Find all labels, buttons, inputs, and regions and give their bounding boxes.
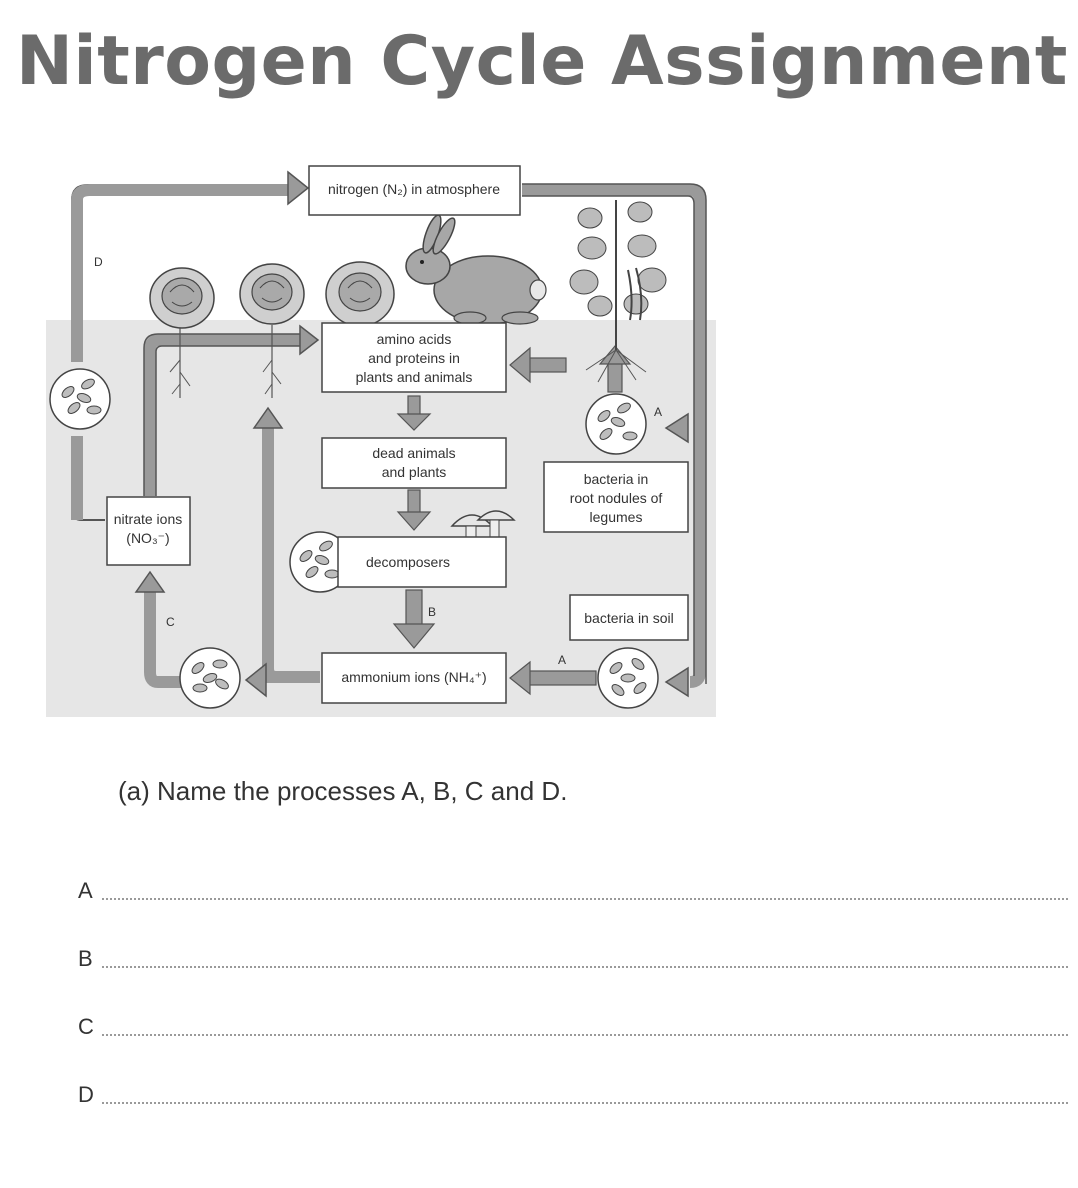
nitrate-label-line-1: nitrate ions bbox=[113, 511, 183, 527]
answer-row-b[interactable] bbox=[78, 944, 1068, 974]
process-letter-d: D bbox=[94, 255, 103, 269]
nodules-label-line-1: bacteria in bbox=[583, 471, 649, 487]
answer-line[interactable] bbox=[102, 966, 1068, 968]
amino-label-line-3: plants and animals bbox=[355, 369, 473, 385]
bacteria-circle-nodules-icon bbox=[586, 394, 646, 454]
answer-row-a[interactable] bbox=[78, 876, 1068, 906]
question-text: (a) Name the processes A, B, C and D. bbox=[118, 776, 568, 806]
answer-line[interactable] bbox=[102, 1034, 1068, 1036]
atmosphere-label: nitrogen (N₂) in atmosphere bbox=[328, 181, 500, 197]
rabbit-icon bbox=[406, 213, 546, 324]
process-letter-b: B bbox=[428, 605, 437, 619]
process-letter-a-lower: A bbox=[558, 653, 567, 667]
answer-row-c[interactable] bbox=[78, 1012, 1068, 1042]
ammonium-label: ammonium ions (NH₄⁺) bbox=[341, 669, 487, 685]
amino-label-line-1: amino acids bbox=[376, 331, 452, 347]
soil-bacteria-label: bacteria in soil bbox=[584, 610, 674, 626]
answer-line[interactable] bbox=[102, 1102, 1068, 1104]
bacteria-circle-left-icon bbox=[50, 369, 110, 429]
amino-label-line-2: and proteins in bbox=[368, 350, 460, 366]
cabbage-plant-3-icon bbox=[326, 262, 394, 326]
answer-line[interactable] bbox=[102, 898, 1068, 900]
process-letter-c: C bbox=[166, 615, 175, 629]
dead-label-line-2: and plants bbox=[381, 464, 447, 480]
nodules-label-line-2: root nodules of bbox=[569, 490, 663, 506]
answer-letter: D bbox=[78, 1082, 94, 1107]
answer-row-d[interactable] bbox=[78, 1080, 1068, 1110]
arrow-d-head bbox=[288, 172, 308, 204]
bacteria-circle-soil-icon bbox=[598, 648, 658, 708]
nodules-label-line-3: legumes bbox=[589, 509, 643, 525]
nitrate-label-line-2: (NO₃⁻) bbox=[126, 530, 170, 546]
answer-letter: B bbox=[78, 946, 93, 971]
decomposers-label: decomposers bbox=[365, 554, 451, 570]
answer-letter: C bbox=[78, 1014, 94, 1039]
dead-label-line-1: dead animals bbox=[372, 445, 456, 461]
answer-letter: A bbox=[78, 878, 93, 903]
nitrogen-cycle-diagram bbox=[0, 150, 760, 730]
page-title: Nitrogen Cycle Assignment bbox=[16, 22, 1068, 101]
bacteria-circle-nitrifying-icon bbox=[180, 648, 240, 708]
process-letter-a-upper: A bbox=[654, 405, 663, 419]
